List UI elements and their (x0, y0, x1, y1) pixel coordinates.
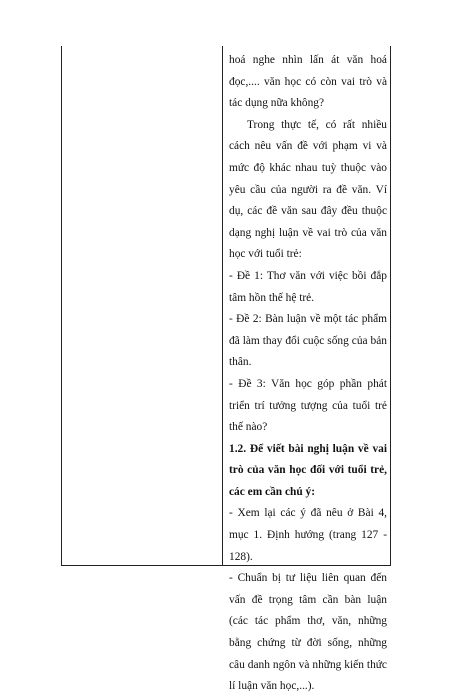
table-column-divider (222, 46, 223, 566)
topic-3: - Đề 3: Văn học góp phần phát triển trí tưởng tượng của tuổi trẻ thế nào? (229, 377, 387, 434)
two-column-table (61, 46, 391, 693)
topic-1: - Đề 1: Thơ văn với việc bồi đắp tâm hồn thế hệ trẻ. (229, 269, 387, 304)
paragraph-intro: Trong thực tế, có rất nhiều cách nêu vấn đề với phạm vi và mức độ khác nhau tuỳ thuộc vào yêu cầu của người ra đề văn. Ví dụ, các đề văn sau đây đều thuộc dạng nghị luận về vai trò của văn học với tuổi trẻ: (229, 118, 387, 261)
table-right-border (390, 46, 391, 566)
note-review: - Xem lại các ý đã nêu ở Bài 4, mục 1. Định hướng (trang 127 - 128). (229, 507, 387, 563)
right-column-content (229, 50, 387, 698)
table-left-border (61, 46, 62, 566)
paragraph-continuation: hoá nghe nhìn lấn át văn hoá đọc,.... văn học có còn vai trò và tác dụng nữa không? (229, 54, 387, 110)
note-prepare-materials: - Chuẩn bị tư liệu liên quan đến vấn đề trọng tâm cần bàn luận (các tác phẩm thơ, văn, những bằng chứng từ đời sống, những câu danh ngôn và những kiến thức lí luận văn học,...). (229, 572, 387, 693)
section-heading-1-2: 1.2. Để viết bài nghị luận về vai trò của văn học đối với tuổi trẻ, các em cần chú ý: (229, 442, 387, 498)
topic-2: - Đề 2: Bàn luận về một tác phẩm đã làm thay đổi cuộc sống của bản thân. (229, 313, 387, 369)
